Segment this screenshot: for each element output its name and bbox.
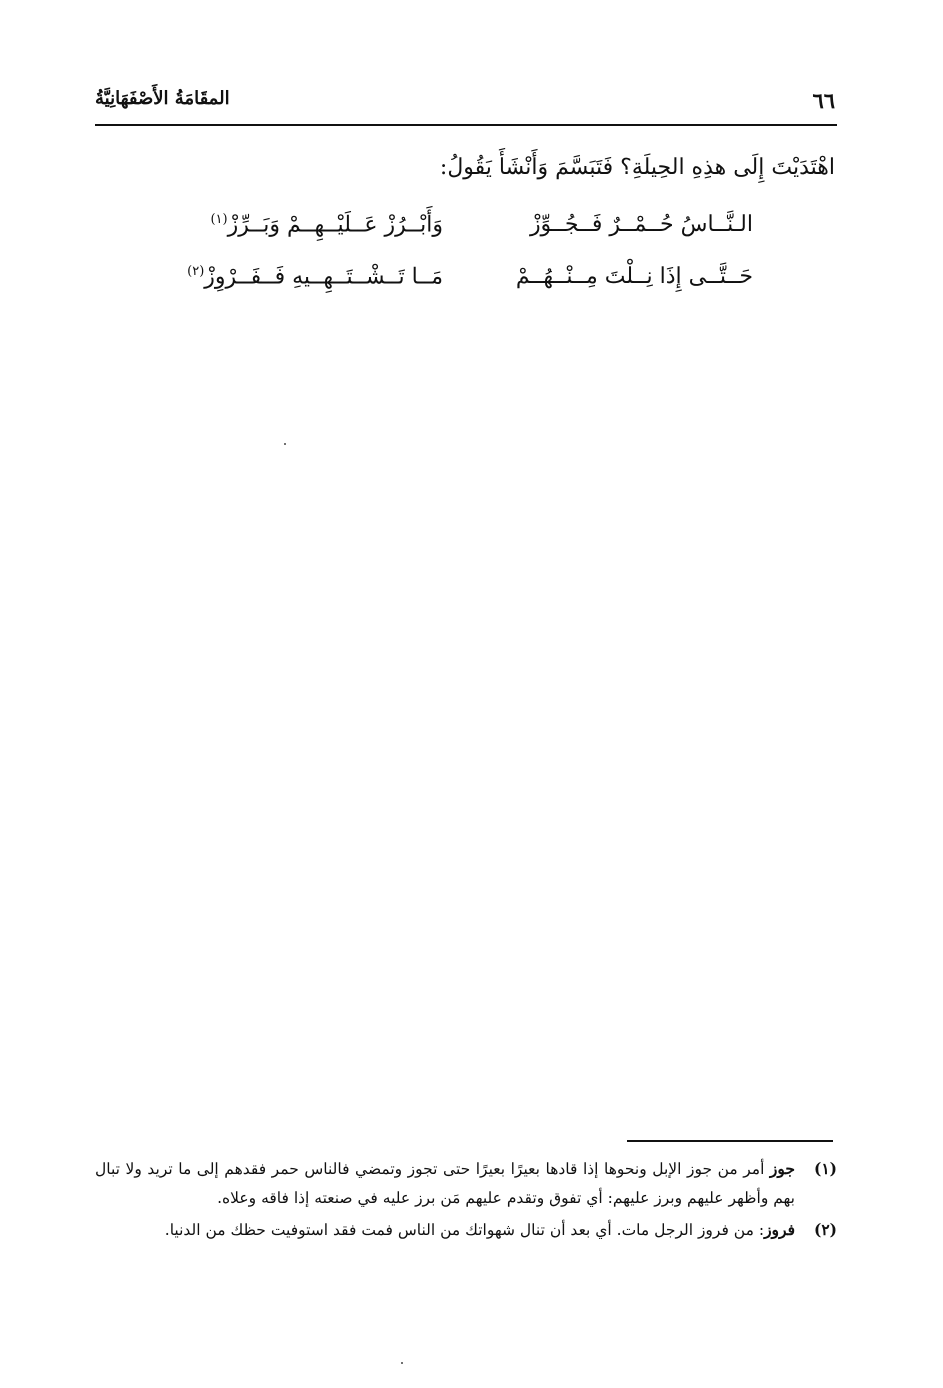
intro-line: اهْتَدَيْتَ إِلَى هذِهِ الحِيلَةِ؟ فَتَبَسَّمَ وَأَنْشَأَ يَقُولُ: <box>439 155 835 180</box>
running-title: المقَامَةُ الأَصْفَهَانِيَّةُ <box>95 88 230 109</box>
footnote-number: (١) <box>813 1159 837 1178</box>
footnote-term: فروز <box>764 1220 795 1239</box>
first-hemistich: حَــتَّــى إِذَا نِــلْتَ مِــنْــهُــمْ <box>515 264 753 289</box>
footnote-reference[interactable]: (١) <box>210 212 228 227</box>
header-rule <box>95 124 837 126</box>
footnote-text: أمر من جوز الإبل ونحوها إذا قادها بعيرًا بعيرًا حتى تجوز وتمضي فالناس حمر فقدهم إلى ما تريد ولا تبال بهم وأظهر عليهم وبرز عليهم: أي تفوق وتقدم عليهم مَن برز عليه في صنعته إذا فاقه وعلاه. <box>95 1160 795 1207</box>
footnote-term: جوز <box>769 1159 795 1178</box>
footnote-text: : من فروز الرجل مات. أي بعد أن تنال شهواتك من الناس فمت فقد استوفيت حظك من الدنيا. <box>164 1221 765 1239</box>
footnote-item <box>95 1215 837 1245</box>
footnote-number: (٢) <box>813 1220 837 1239</box>
second-hemistich: مَــا تَــشْــتَــهِــيهِ فَــفَــرْوِزْ <box>204 264 443 290</box>
footnote-item <box>95 1154 837 1213</box>
first-hemistich: الـنَّــاسُ حُــمْــرٌ فَــجُــوِّزْ <box>529 212 753 237</box>
second-hemistich: وَأَبْــرُزْ عَــلَيْــهِــمْ وَبَــرِّزْ <box>227 212 443 238</box>
footnote-reference[interactable]: (٢) <box>187 264 205 279</box>
page-header <box>95 88 835 118</box>
footnote-separator <box>627 1140 833 1142</box>
page-number: ٦٦ <box>812 88 835 113</box>
scan-speck <box>401 1362 403 1364</box>
second-hemistich-wrapper <box>210 212 443 237</box>
scan-speck <box>284 443 286 445</box>
footnotes <box>95 1154 837 1247</box>
second-hemistich-wrapper <box>187 264 443 289</box>
